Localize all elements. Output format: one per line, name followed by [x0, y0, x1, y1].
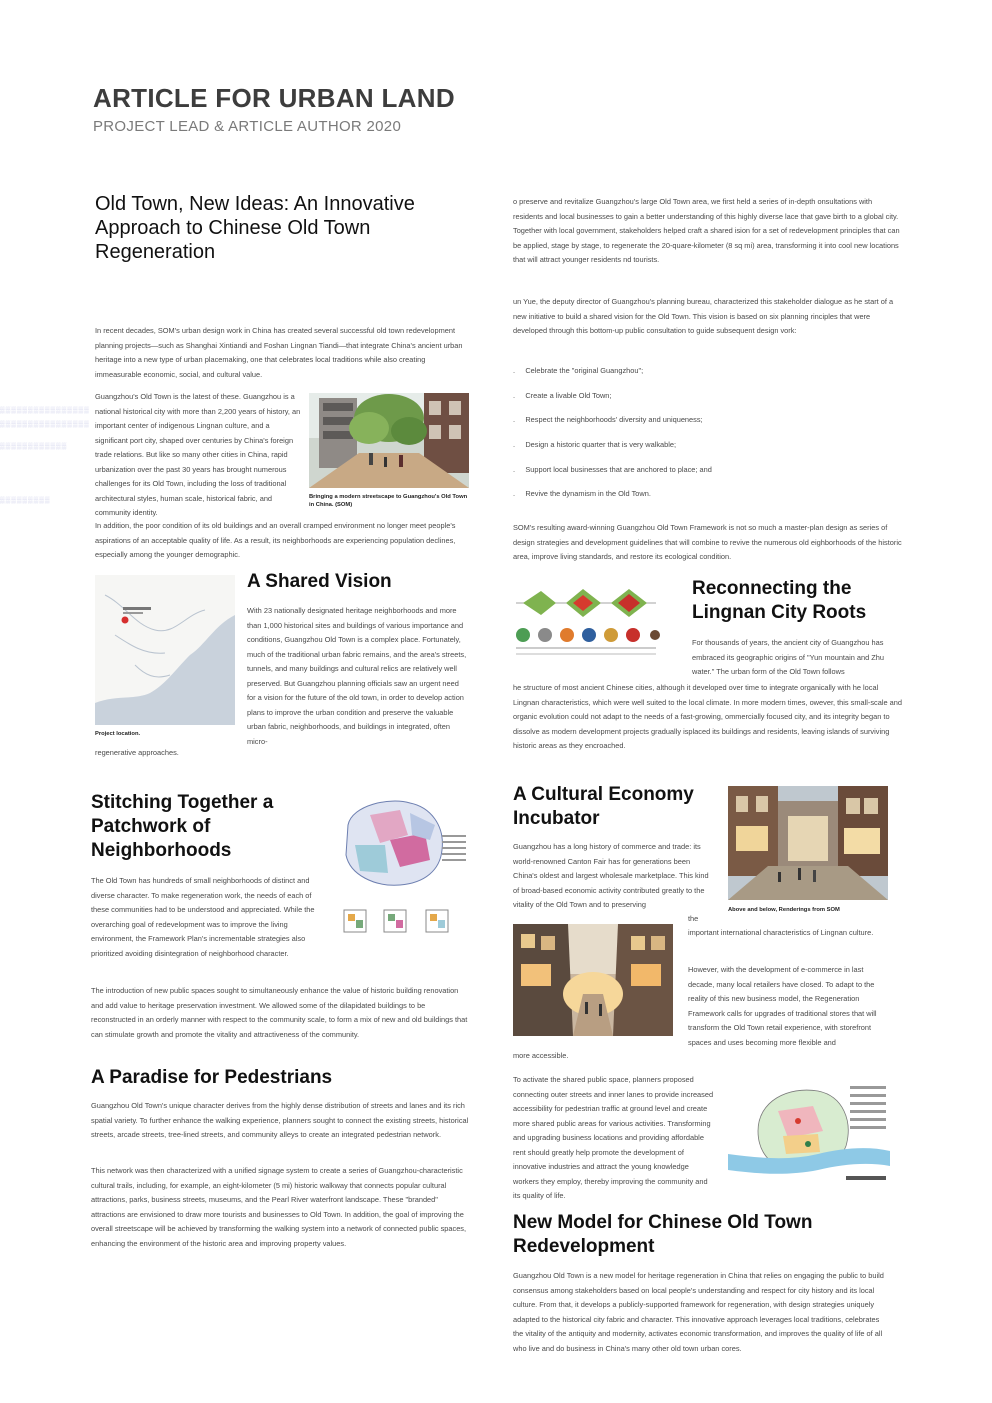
- pedestrian-text: Guangzhou Old Town's unique character derives from the highly dense distribution of streets and lanes and its rich spatial variety. To further enhance the walking experience, planners sought to connect the existing streets, historical streets, arcade streets, tree-lined streets, and community alleys to create an integrated pedestrian network.: [91, 1101, 469, 1139]
- shared-vision-text: With 23 nationally designated heritage neighborhoods and more than 1,000 historical sites and buildings of various importance and conditions, Guangzhou Old Town is a complex place. Fortunately, much of the traditional urban fabric remains, and the area's streets, tunnels, and many buildings and cultural relics are relatively well preserved. But Guangzhou planning officials saw an urgent need for a vision for the future of the old town, in order to develop action plans to improve the urban condition and preserve the valuable urban fabric, neighborhoods, and buildings in integrated, often micro-: [247, 606, 467, 746]
- streetscape-caption: Bringing a modern streetscape to Guangzhou's Old Town in China. (SOM): [309, 494, 468, 508]
- shared-vision-heading: A Shared Vision: [247, 571, 392, 592]
- cultural-text-2: important international characteristics of Lingnan culture.: [688, 928, 874, 937]
- page-title: ARTICLE FOR URBAN LAND: [93, 83, 455, 113]
- stitching-heading: Stitching Together a Patchwork of Neighborhoods: [91, 792, 274, 861]
- streetscape-photo: [309, 393, 469, 488]
- margin-artifacts: ▒▒▒▒▒▒▒▒▒▒▒▒▒▒▒▒ ▒▒▒▒▒▒▒▒▒▒▒▒▒▒▒▒ ▒▒▒▒▒▒▒▒▒▒▒▒ ▒▒▒▒▒▒▒▒▒: [0, 407, 90, 504]
- map-caption: Project location.: [95, 731, 141, 737]
- rendering-caption: Above and below, Renderings from SOM: [728, 907, 840, 913]
- stitching-text: The Old Town has hundreds of small neighborhoods of distinct and diverse character. To make regeneration work, the needs of each of these communities had to be understood and appreciated. While the overarching goal of redevelopment was to improve the living environment, the Framework Plan's incrementable strategies also prioritized avoiding disintegration of neighborhood character.: [91, 876, 315, 958]
- lingnan-text: For thousands of years, the ancient city of Guangzhou has embraced its geographic origins of "Yun mountain and Zhu water." The urban form of the Old Town follows: [692, 638, 885, 676]
- rendering-below: [513, 924, 673, 1036]
- ecommerce-text: However, with the development of e-commerce in last decade, many local retailers have closed. To adapt to the reality of this new business model, the Regeneration Framework calls for upgrades of traditional stores that will transform the Old Town retail experience, with storefront spaces and uses becoming more flexible and: [688, 965, 877, 1047]
- guangzhou-paragraph: Guangzhou's Old Town is the latest of these. Guangzhou is a national historical city with more than 2,200 years of history, an important center of indigenous Lingnan culture, and a significant port city, shaped over centuries by China's foreign trade relations. But like so many other cities in China, rapid urbanization over the past 30 years has brought numerous challenges for its Old Town, including the loss of traditional architectural styles, human scale, historical fabric, and community identity.: [95, 392, 301, 517]
- intro-paragraph: In recent decades, SOM's urban design work in China has created several successful old town redevelopment planning projects—such as Shanghai Xintiandi and Foshan Lingnan Tiandi—that integrate China's ancient urban heritage into a new type of urban placemaking, one that celebrates local traditions while also creating immeasurable economic, social, and cultural value.: [95, 326, 463, 379]
- cultural-text-the: the: [688, 914, 699, 923]
- article-title: Old Town, New Ideas: An Innovative Approach to Chinese Old Town Regeneration: [95, 193, 415, 263]
- walking-network-map: [728, 1076, 890, 1186]
- continued-paragraph: o preserve and revitalize Guangzhou's large Old Town area, we first held a series of in-depth onsultations with residents and local businesses to gain a better understanding of this highly diverse lace that gave birth to a global city. Together with local government, stakeholders helped craft a shared ision for a set of redevelopment principles that can be applied, stage by stage, to regenerate the 20-quare-kilometer (8 sq mi) area, transforming it into cool new locations that will attract younger residents nd tourists.: [513, 197, 900, 264]
- list-item: . Create a livable Old Town;: [513, 390, 612, 400]
- guangzhou-paragraph-2: In addition, the poor condition of its old buildings and an overall cramped environment no longer meet people's aspirations of an acceptable quality of life. As a result, its neighborhoods are experiencing population declines, especially among the younger demographic.: [95, 521, 456, 559]
- framework-paragraph: SOM's resulting award-winning Guangzhou Old Town Framework is not so much a master-plan design as series of design strategies and development guidelines that will combine to revive the numerous old eighborhoods of the historic area, improve living standards, and restore its ecological condition.: [513, 523, 902, 561]
- list-item: . Respect the neighborhoods' diversity and uniqueness;: [513, 415, 703, 425]
- project-location-map: [95, 575, 235, 725]
- pedestrian-heading: A Paradise for Pedestrians: [91, 1067, 333, 1088]
- ecommerce-tail: more accessible.: [513, 1051, 569, 1060]
- neighborhood-map-diagram: [330, 795, 470, 940]
- cultural-heading: A Cultural Economy Incubator: [513, 784, 694, 829]
- new-model-heading: New Model for Chinese Old Town Redevelopment: [513, 1212, 813, 1257]
- list-item: . Celebrate the "original Guangzhou";: [513, 366, 644, 375]
- page-subtitle: PROJECT LEAD & ARTICLE AUTHOR 2020: [93, 118, 402, 135]
- city-roots-diagram: [511, 583, 661, 663]
- cultural-text: Guangzhou has a long history of commerce and trade: its world-renowned Canton Fair has for generations been China's oldest and largest wholesale marketplace. This kind of broad-based economic activity contributed greatly to the vitality of the Old Town and to preserving: [513, 842, 709, 909]
- new-model-text: Guangzhou Old Town is a new model for heritage regeneration in China that relies on engaging the public to build consensus among stakeholders based on local people's understanding and respect for city history and its local culture. From that, it develops a publicly-supported framework for regeneration, with design strategies uniquely adapted to the historical city fabric and character. This innovative approach leverages local traditions, celebrates the vitality of the antiquity and modernity, activates economic transformation, and improves the quality of life of all who live and do business in China's many other old town urban cores.: [513, 1271, 884, 1353]
- stitching-text-2: The introduction of new public spaces sought to simultaneously enhance the value of historic building renovation and add value to heritage preservation investment. We allowed some of the dilapidated buildings to be reconstructed in an orderly manner with respect to the community scale, to form a mix of new and old buildings that can stimulate growth and promote the vitality and attractiveness of the community.: [91, 986, 468, 1039]
- pedestrian-text-2: This network was then characterized with a unified signage system to create a series of Guangzhou-characteristic cultural trails, including, for example, an eight-kilometer (5 mi) historic walkway that connects popular cultural attractions, parks, business streets, museums, and the Pearl River waterfront landscape. These "branded" attractions are envisioned to draw more tourists and businesses to Old Town. In addition, the goal of improving the overall streetscape will be achieved by transforming the walking system into a network of connected public spaces, enhancing the environment of the historic area and improving property values.: [91, 1166, 467, 1248]
- list-item: . Revive the dynamism in the Old Town.: [513, 489, 651, 499]
- list-item: . Support local businesses that are anchored to place; and: [513, 464, 712, 474]
- list-item: . Design a historic quarter that is very walkable;: [513, 440, 677, 450]
- lingnan-text-2: he structure of most ancient Chinese cities, although it developed over time to integrate organically with he local Lingnan characteristics, which were well suited to the local climate. In more modern times, owever, this small-scale and organic evolution could not adapt to the needs of a fast-growing, ommercially focused city, and its integrity began to dissolve as modern development projects gradually isplaced its buildings and residents, leaving islands of surviving historic areas as they encroached.: [513, 683, 902, 750]
- sun-yue-paragraph: un Yue, the deputy director of Guangzhou's planning bureau, characterized this stakeholder dialogue as he start of a new initiative to build a shared vision for the Old Town. This vision is based on six planning rinciples that were developed through this bottom-up public consultation to guide subsequent design vork:: [513, 297, 894, 335]
- shared-vision-tail: regenerative approaches.: [95, 748, 179, 757]
- lingnan-heading: Reconnecting the Lingnan City Roots: [692, 578, 867, 623]
- activate-text: To activate the shared public space, planners proposed connecting outer streets and inner lanes to provide increased accessibility for pedestrian traffic at ground level and create more shared public areas for various activities. Transforming and upgrading business locations and providing affordable rent should greatly help promote the development of innovative industries and attract the young knowledge workers they employ, thereby improving the community and its quality of life.: [513, 1075, 714, 1200]
- rendering-above: [728, 786, 888, 900]
- principles-list: [513, 364, 903, 512]
